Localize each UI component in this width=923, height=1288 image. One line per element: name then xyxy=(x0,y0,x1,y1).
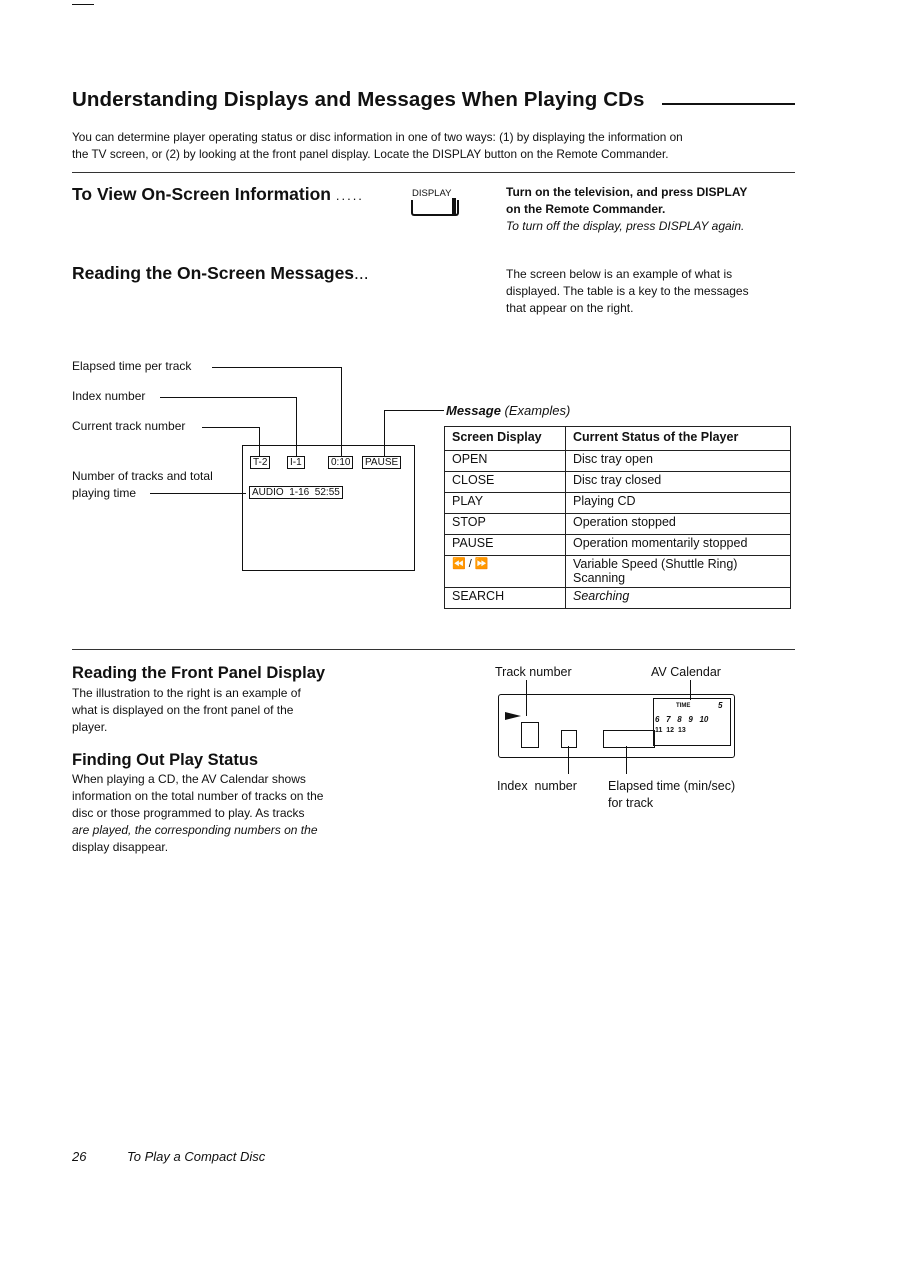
table-cell: SEARCH xyxy=(445,588,566,609)
divider-2 xyxy=(72,649,795,650)
calendar-row-3: 11 12 13 xyxy=(655,727,686,734)
panel-label-elapsed-1: Elapsed time (min/sec) xyxy=(608,779,736,793)
table-row xyxy=(445,493,791,514)
divider-1 xyxy=(72,172,795,173)
label-current-track: Current track number xyxy=(72,419,186,433)
front-panel-heading: Reading the Front Panel Display xyxy=(72,664,326,682)
play-status-desc-1: When playing a CD, the AV Calendar shows xyxy=(72,772,306,786)
table-cell: PLAY xyxy=(445,493,566,514)
panel-label-track-number: Track number xyxy=(495,665,572,679)
osd-index: I-1 xyxy=(287,456,305,469)
footer-section: To Play a Compact Disc xyxy=(127,1149,266,1164)
table-cell-line: Scanning xyxy=(573,571,626,585)
calendar-time-label: TIME xyxy=(676,703,691,709)
table-cell: OPEN xyxy=(445,451,566,472)
view-heading-text: To View On-Screen Information xyxy=(72,184,331,204)
corner-mark xyxy=(72,4,94,5)
table-cell: Operation stopped xyxy=(566,514,791,535)
intro-line-2: the TV screen, or (2) by looking at the front panel display. Locate the DISPLAY button on the Remote Commander. xyxy=(72,147,669,161)
table-cell: Disc tray closed xyxy=(566,472,791,493)
play-status-desc-4: are played, the corresponding numbers on the xyxy=(72,823,318,837)
osd-track: T-2 xyxy=(250,456,270,469)
page-title: Understanding Displays and Messages When Playing CDs xyxy=(72,88,645,111)
panel-index-digit xyxy=(561,730,577,748)
panel-track-digit xyxy=(521,722,539,748)
play-status-heading: Finding Out Play Status xyxy=(72,751,259,769)
leader-elapsed-v xyxy=(341,367,342,457)
label-number-tracks-1: Number of tracks and total xyxy=(72,469,213,483)
table-cell xyxy=(566,556,791,588)
message-caption-bold: Message xyxy=(446,403,501,418)
osd-audio: AUDIO 1-16 52:55 xyxy=(249,486,343,499)
front-panel-desc-1: The illustration to the right is an example of xyxy=(72,686,301,700)
table-cell: CLOSE xyxy=(445,472,566,493)
panel-leader-elapsed xyxy=(626,746,627,774)
table-cell: STOP xyxy=(445,514,566,535)
panel-time-digits xyxy=(603,730,655,748)
play-arrow-icon xyxy=(505,712,521,720)
leader-number-h xyxy=(150,493,246,494)
display-button-label: DISPLAY xyxy=(412,188,452,199)
display-button-shade xyxy=(452,198,456,214)
table-header-row xyxy=(445,427,791,451)
table-header: Current Status of the Player xyxy=(566,427,791,451)
play-status-desc-5: display disappear. xyxy=(72,840,169,854)
front-panel-desc-2: what is displayed on the front panel of the xyxy=(72,703,294,717)
message-caption-italic: (Examples) xyxy=(504,403,571,418)
table-row xyxy=(445,535,791,556)
calendar-row-2: 6 7 8 9 10 xyxy=(655,715,709,724)
intro-line-1: You can determine player operating status or disc information in one of two ways: (1) by displaying the information on xyxy=(72,130,683,144)
view-heading-dots: ..... xyxy=(335,188,364,203)
play-status-desc-2: information on the total number of tracks on the xyxy=(72,789,324,803)
table-cell: PAUSE xyxy=(445,535,566,556)
front-panel-desc-3: player. xyxy=(72,720,108,734)
table-cell: Operation momentarily stopped xyxy=(566,535,791,556)
table-row xyxy=(445,451,791,472)
panel-label-index-number: Index number xyxy=(497,779,577,793)
title-rule xyxy=(662,103,795,105)
label-elapsed-time: Elapsed time per track xyxy=(72,359,192,373)
reading-heading xyxy=(72,263,369,284)
label-number-tracks-2: playing time xyxy=(72,486,137,500)
leader-index-h xyxy=(160,397,296,398)
table-cell-line: Variable Speed (Shuttle Ring) xyxy=(573,557,738,571)
panel-leader-index xyxy=(568,746,569,774)
instruction-line-2: on the Remote Commander. xyxy=(506,202,666,216)
table-cell: Playing CD xyxy=(566,493,791,514)
table-row xyxy=(445,588,791,609)
reading-heading-dots: ... xyxy=(354,263,369,283)
reading-desc-2: displayed. The table is a key to the messages xyxy=(506,284,749,298)
table-row xyxy=(445,514,791,535)
panel-label-av-calendar: AV Calendar xyxy=(651,665,721,679)
panel-label-elapsed-2: for track xyxy=(608,796,654,810)
table-cell: Disc tray open xyxy=(566,451,791,472)
table-cell: Searching xyxy=(566,588,791,609)
play-status-desc-3: disc or those programmed to play. As tracks xyxy=(72,806,305,820)
message-table xyxy=(444,426,791,609)
view-heading xyxy=(72,184,364,205)
leader-message-h xyxy=(384,410,444,411)
osd-time: 0:10 xyxy=(328,456,353,469)
instruction-line-1: Turn on the television, and press DISPLAY xyxy=(506,185,748,199)
reading-desc-3: that appear on the right. xyxy=(506,301,634,315)
label-index-number: Index number xyxy=(72,389,146,403)
page-number: 26 xyxy=(72,1149,87,1164)
table-row xyxy=(445,556,791,588)
leader-elapsed-h xyxy=(212,367,341,368)
table-cell-scan-icons: ⏪ / ⏩ xyxy=(445,556,566,588)
table-header: Screen Display xyxy=(445,427,566,451)
calendar-row-1: 5 xyxy=(718,701,723,710)
leader-track-h xyxy=(202,427,259,428)
osd-status: PAUSE xyxy=(362,456,401,469)
reading-desc-1: The screen below is an example of what is xyxy=(506,267,733,281)
table-row xyxy=(445,472,791,493)
message-caption xyxy=(446,403,570,418)
reading-heading-text: Reading the On-Screen Messages xyxy=(72,263,355,283)
instruction-note: To turn off the display, press DISPLAY again. xyxy=(506,219,745,233)
